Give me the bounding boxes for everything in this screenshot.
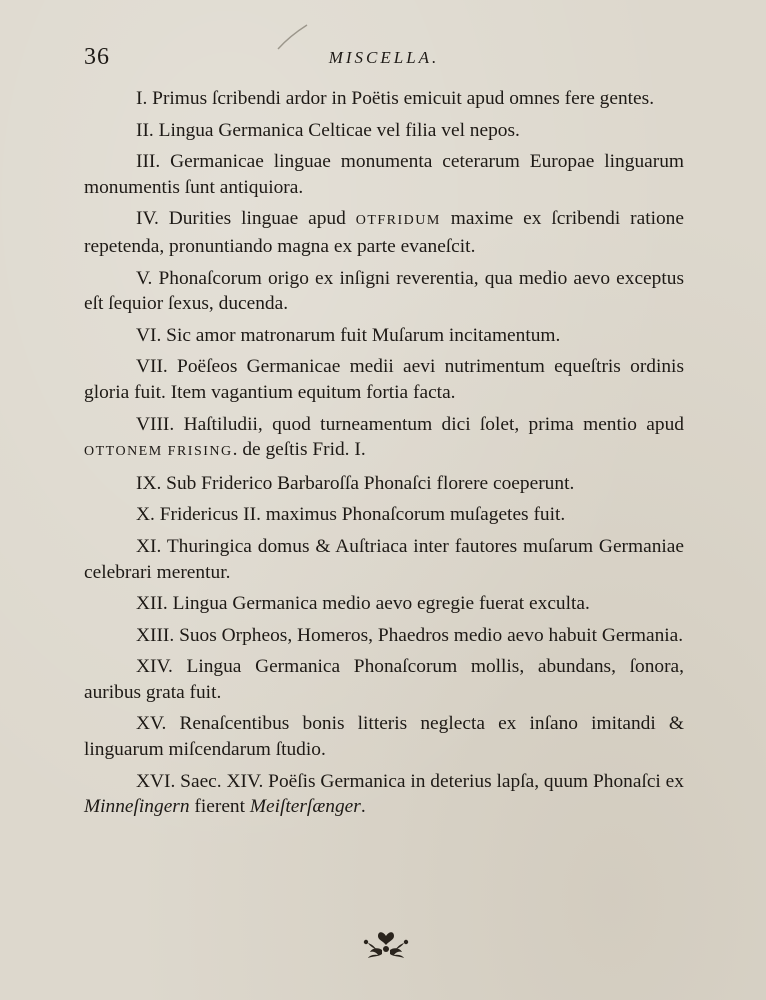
thesis-paragraph (84, 769, 684, 820)
thesis-text: . (360, 796, 366, 818)
thesis-text: Sic amor matronarum fuit Muſarum incitamentum. (161, 324, 561, 346)
thesis-paragraph (84, 654, 684, 705)
thesis-paragraph (84, 412, 684, 465)
running-head: MISCELLA. (328, 48, 440, 67)
thesis-paragraph (84, 623, 684, 649)
thesis-number: IX. (136, 472, 162, 494)
thesis-paragraph (84, 206, 684, 259)
thesis-text: maxime ex ſcribendi ratione repetenda, pronuntiando magna ex parte evaneſcit. (84, 208, 684, 257)
thesis-text: Fridericus II. maximus Phonaſcorum muſagetes fuit. (154, 504, 566, 526)
thesis-text: Saec. XIV. Poëſis Germanica in deterius lapſa, quum Phonaſci ex (175, 770, 684, 792)
thesis-number: XIII. (136, 624, 175, 646)
thesis-paragraph (84, 149, 684, 200)
thesis-paragraph (84, 354, 684, 405)
thesis-text: Thuringica domus & Auſtriaca inter fautores muſarum Germaniae celebrari merentur. (84, 535, 684, 583)
thesis-text: Durities linguae apud (158, 208, 356, 230)
thesis-list (84, 86, 684, 826)
floral-fleuron-icon (360, 930, 412, 958)
thesis-number: X. (136, 504, 155, 526)
italic-term: Minneſingern (84, 796, 190, 818)
thesis-paragraph (84, 323, 684, 349)
thesis-text: Lingua Germanica medio aevo egregie fuerat exculta. (167, 593, 590, 615)
thesis-text: Germanicae linguae monumenta ceterarum Europae linguarum monumentis ſunt antiquiora. (84, 151, 684, 198)
thesis-text: Sub Friderico Barbaroſſa Phonaſci florere coeperunt. (161, 472, 575, 494)
thesis-text: Lingua Germanica Phonaſcorum mollis, abundans, ſonora, auribus grata fuit. (84, 656, 684, 703)
page-number: 36 (84, 44, 110, 70)
author-name: OTTONEM FRISING (84, 444, 233, 460)
thesis-text: Poëſeos Germanicae medii aevi nutrimentum equeſtris ordinis gloria fuit. Item vagantium equitum fortia facta. (84, 356, 684, 403)
thesis-paragraph (84, 711, 684, 762)
thesis-number: VI. (136, 324, 162, 346)
thesis-paragraph (84, 118, 684, 144)
thesis-text: fierent (189, 796, 250, 818)
italic-term: Meiſterſænger (249, 796, 361, 818)
thesis-text: Primus ſcribendi ardor in Poëtis emicuit apud omnes fere gentes. (147, 88, 655, 109)
author-name: OTFRIDUM (355, 213, 441, 229)
thesis-number: XV. (136, 713, 167, 735)
thesis-text: Lingua Germanica Celticae vel filia vel nepos. (153, 119, 520, 141)
thesis-number: IV. (136, 208, 159, 230)
thesis-number: VIII. (136, 413, 175, 435)
thesis-text: Suos Orpheos, Homeros, Phaedros medio aevo habuit Germania. (174, 624, 684, 646)
thesis-paragraph (84, 471, 684, 497)
thesis-number: VII. (136, 356, 168, 378)
thesis-number: XI. (136, 535, 162, 557)
thesis-text: Phonaſcorum origo ex inſigni reverentia, qua medio aevo exceptus eſt ſequior ſexus, ducenda. (84, 267, 684, 315)
thesis-text: Haſtiludii, quod turneamentum dici ſolet, prima mentio apud (174, 413, 684, 435)
thesis-paragraph (84, 266, 684, 317)
thesis-paragraph (84, 86, 684, 112)
thesis-paragraph (84, 591, 684, 617)
thesis-number: XVI. (136, 770, 176, 792)
thesis-number: XIV. (136, 656, 173, 678)
thesis-number: I. (136, 88, 148, 109)
thesis-text: . de geſtis Frid. I. (232, 439, 366, 461)
thesis-number: XII. (136, 593, 168, 615)
page-header (84, 44, 684, 80)
thesis-paragraph (84, 534, 684, 585)
thesis-number: III. (136, 151, 161, 173)
thesis-number: II. (136, 119, 154, 141)
thesis-paragraph (84, 502, 684, 528)
thesis-text: Renaſcentibus bonis litteris neglecta ex inſano imitandi & linguarum miſcendarum ſtudio. (84, 713, 684, 761)
thesis-number: V. (136, 267, 153, 289)
